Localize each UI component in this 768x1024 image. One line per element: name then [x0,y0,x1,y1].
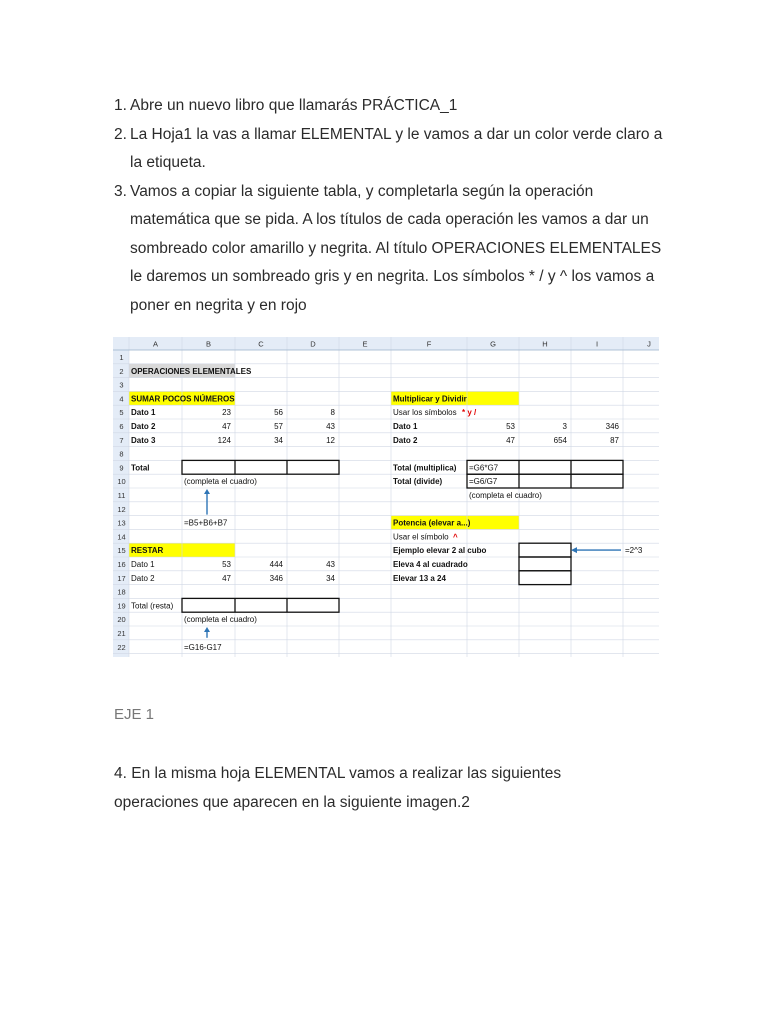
column-header: C [258,339,264,349]
answer-box [182,598,339,612]
cell-text: 3 [562,422,567,431]
cell-text: Dato 2 [131,422,156,431]
instruction-text: La Hoja1 la vas a llamar ELEMENTAL y le vamos a dar un color verde claro a la etiqueta. [130,125,663,171]
cell-text: Usar los símbolos [393,408,457,418]
cell-text: Dato 1 [131,560,155,569]
row-header: 5 [119,408,124,418]
instruction-number: 2. [114,125,127,143]
row-header: 22 [117,642,126,652]
instruction-item [114,92,674,121]
cell-text: Usar el símbolo [393,532,449,542]
row-header: 20 [117,615,126,625]
row-header: 14 [117,532,126,542]
row-header: 9 [119,463,124,473]
cell-text: Ejemplo elevar 2 al cubo [393,546,487,556]
instruction-text: Abre un nuevo libro que llamarás PRÁCTICA_1 [130,97,458,114]
cell-text: 346 [269,573,283,583]
cell-text: (completa el cuadro) [184,477,257,487]
row-header: 6 [119,422,124,431]
cell-text: =G6*G7 [469,463,499,473]
row-header: 16 [117,560,126,569]
cell-text: SUMAR POCOS NÚMEROS [131,394,235,404]
cell-text: 34 [274,435,283,445]
cell-text: =G6/G7 [469,477,498,487]
row-header: 3 [119,380,124,390]
arrow-up-icon-head [204,627,210,632]
column-header-bar [113,337,659,350]
answer-box [182,460,339,474]
row-header: 18 [117,587,126,597]
arrow-left-icon-head [571,547,577,553]
row-header: 2 [119,366,124,376]
row-header: 13 [117,518,126,528]
cell-text: 53 [222,560,231,569]
answer-box [519,571,571,585]
cell-text: Elevar 13 a 24 [393,573,446,583]
answer-box [519,557,571,571]
cell-text: RESTAR [131,546,164,556]
cell-text: 346 [605,422,619,431]
column-header: I [595,339,599,349]
cell-text: Eleva 4 al cuadrado [393,560,468,569]
row-header: 15 [117,546,126,556]
instruction-text: Vamos a copiar la siguiente tabla, y completarla según la operación matemática que se pida. A los títulos de cada operación les vamos a dar un sombreado color amarillo y negrita. Al título OPERACIONES ELEMENTALES le daremos un sombreado gris y en negrita. Los símbolos * / y ^ los vamos a poner en negrita y en rojo [130,182,662,314]
column-header: D [310,339,316,349]
cell-text: Multiplicar y Dividir [393,394,467,404]
cell-text: 53 [506,422,515,431]
cell-text: 124 [217,435,231,445]
cell-text: 87 [610,435,619,445]
column-header: G [490,339,496,349]
cell-text: Total [131,463,150,473]
column-header: B [205,339,212,349]
symbol-text: ^ [453,532,458,542]
cell-text: 56 [274,408,283,418]
eje-label: EJE 1 [114,706,155,723]
row-header: 7 [119,435,124,445]
cell-text: 34 [326,573,335,583]
cell-text: 57 [274,422,283,431]
exercise-paragraph: 4. En la misma hoja ELEMENTAL vamos a realizar las siguientes operaciones que aparecen en la siguiente imagen.2 [114,765,562,811]
cell-text: Total (resta) [131,601,174,611]
cell-text: Dato 1 [393,422,418,431]
symbol-text: * y / [462,408,477,418]
column-header: F [426,339,432,349]
instruction-list [114,92,674,320]
cell-text: =G16-G17 [184,642,222,652]
row-header: 12 [117,504,126,514]
row-header: 19 [117,601,126,611]
column-header: E [362,339,368,349]
cell-text: Dato 1 [131,408,156,418]
cell-text: Dato 3 [131,435,156,445]
row-header: 4 [119,394,124,404]
cell-text: 47 [222,573,231,583]
column-header: J [647,339,651,349]
row-header: 11 [117,491,126,500]
cell-text: Dato 2 [131,573,155,583]
cell-text: (completa el cuadro) [184,615,257,625]
cell-text: 12 [326,435,335,445]
instruction-number: 1. [114,97,127,114]
instruction-item [114,121,674,178]
instruction-item [114,178,674,321]
cell-text: Dato 2 [393,435,418,445]
row-header: 1 [119,353,124,362]
cell-text: 654 [553,435,567,445]
cell-text: OPERACIONES ELEMENTALES [131,366,252,376]
arrow-up-icon-head [204,489,210,494]
row-header: 8 [119,449,124,459]
cell-text: 43 [326,560,335,569]
row-header: 17 [117,573,126,583]
cell-text: =2^3 [625,546,643,556]
cell-text: 444 [269,560,283,569]
cell-text: 8 [330,408,335,418]
row-header: 10 [117,477,126,487]
cell-text: Total (multiplica) [393,463,457,473]
spreadsheet-grid [113,337,659,657]
cell-text: 23 [222,408,231,418]
cell-text: (completa el cuadro) [469,491,542,500]
cell-text: 43 [326,422,335,431]
cell-text: Total (divide) [393,477,443,487]
instruction-number: 3. [114,182,127,200]
cell-text: 47 [506,435,515,445]
spreadsheet-image [113,337,659,657]
row-header: 21 [117,629,126,638]
answer-box [519,543,571,557]
column-header: A [152,339,159,349]
column-header: H [542,339,548,349]
cell-text: Potencia (elevar a...) [393,518,471,528]
cell-text: 47 [222,422,231,431]
cell-text: =B5+B6+B7 [184,518,228,528]
